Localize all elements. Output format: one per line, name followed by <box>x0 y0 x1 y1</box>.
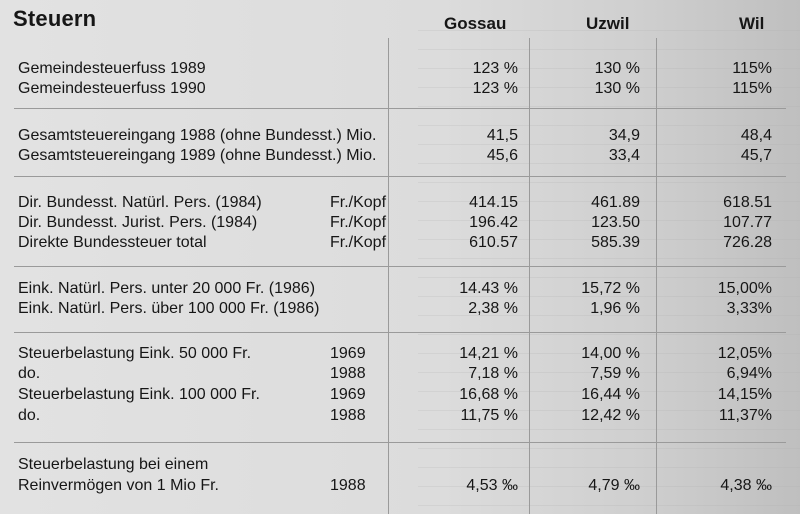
table-row <box>0 147 800 169</box>
row-label: Steuerbelastung Eink. 50 000 Fr. <box>18 345 252 362</box>
row-year: 1969 <box>330 345 366 362</box>
value-gossau: 14.43 % <box>459 280 518 297</box>
value-uzwil: 130 % <box>594 80 640 97</box>
group-separator <box>14 108 786 109</box>
table-row <box>0 127 800 149</box>
table-row <box>0 80 800 102</box>
value-gossau: 414.15 <box>469 194 518 211</box>
value-wil: 48,4 <box>740 127 772 144</box>
table-row <box>0 214 800 236</box>
value-wil: 618.51 <box>723 194 772 211</box>
value-uzwil: 4,79 ‰ <box>588 477 640 494</box>
value-wil: 6,94% <box>726 365 772 382</box>
row-label: Gesamtsteuereingang 1989 (ohne Bundesst.) Mio. <box>18 147 377 164</box>
table-row <box>0 477 800 499</box>
value-wil: 726.28 <box>723 234 772 251</box>
group-separator <box>14 176 786 177</box>
value-gossau: 2,38 % <box>468 300 518 317</box>
value-wil: 4,38 ‰ <box>720 477 772 494</box>
table-row <box>0 194 800 216</box>
row-label: Dir. Bundesst. Natürl. Pers. (1984) <box>18 194 262 211</box>
table-row <box>0 300 800 322</box>
row-year: 1988 <box>330 477 366 494</box>
row-unit: Fr./Kopf <box>330 214 387 231</box>
row-label: do. <box>18 365 41 382</box>
value-uzwil: 15,72 % <box>581 280 640 297</box>
row-label: Dir. Bundesst. Jurist. Pers. (1984) <box>18 214 258 231</box>
table-header <box>0 0 800 34</box>
table-row <box>0 365 800 387</box>
row-label: do. <box>18 407 41 424</box>
value-wil: 107.77 <box>723 214 772 231</box>
table-row <box>0 407 800 429</box>
value-uzwil: 585.39 <box>591 234 640 251</box>
row-label: Steuerbelastung Eink. 100 000 Fr. <box>18 386 260 403</box>
value-uzwil: 12,42 % <box>581 407 640 424</box>
row-label: Eink. Natürl. Pers. über 100 000 Fr. (1986) <box>18 300 320 317</box>
column-header-gossau: Gossau <box>444 14 507 33</box>
row-year: 1969 <box>330 386 366 403</box>
value-gossau: 16,68 % <box>459 386 518 403</box>
value-gossau: 11,75 % <box>460 407 518 424</box>
value-gossau: 7,18 % <box>468 365 518 382</box>
table-row <box>0 234 800 256</box>
value-wil: 115% <box>732 80 772 97</box>
value-uzwil: 1,96 % <box>590 300 640 317</box>
value-uzwil: 33,4 <box>608 147 640 164</box>
row-label: Gesamtsteuereingang 1988 (ohne Bundesst.) Mio. <box>18 127 377 144</box>
value-uzwil: 14,00 % <box>581 345 640 362</box>
value-uzwil: 461.89 <box>591 194 640 211</box>
column-header-uzwil: Uzwil <box>586 14 630 33</box>
row-unit: Fr./Kopf <box>330 194 387 211</box>
value-uzwil: 7,59 % <box>590 365 640 382</box>
table-row <box>0 456 800 478</box>
column-header-wil: Wil <box>739 14 765 33</box>
value-gossau: 123 % <box>472 60 518 77</box>
table-row <box>0 345 800 367</box>
value-wil: 12,05% <box>717 345 772 362</box>
table-title: Steuern <box>13 6 97 31</box>
row-label: Steuerbelastung bei einem <box>18 456 209 473</box>
value-gossau: 41,5 <box>486 127 518 144</box>
row-year: 1988 <box>330 365 366 382</box>
value-wil: 45,7 <box>740 147 772 164</box>
value-gossau: 14,21 % <box>459 345 518 362</box>
value-wil: 15,00% <box>717 280 772 297</box>
value-wil: 11,37% <box>718 407 772 424</box>
row-label: Reinvermögen von 1 Mio Fr. <box>18 477 219 494</box>
row-label: Gemeindesteuerfuss 1990 <box>18 80 206 97</box>
row-year: 1988 <box>330 407 366 424</box>
table-row <box>0 280 800 302</box>
row-label: Direkte Bundessteuer total <box>18 234 207 251</box>
value-gossau: 123 % <box>472 80 518 97</box>
value-wil: 3,33% <box>726 300 772 317</box>
value-uzwil: 34,9 <box>608 127 640 144</box>
value-gossau: 196.42 <box>469 214 518 231</box>
value-uzwil: 123.50 <box>591 214 640 231</box>
value-gossau: 610.57 <box>469 234 518 251</box>
row-label: Gemeindesteuerfuss 1989 <box>18 60 206 77</box>
table-row <box>0 386 800 408</box>
group-separator <box>14 332 786 333</box>
value-wil: 14,15% <box>717 386 772 403</box>
value-uzwil: 16,44 % <box>581 386 640 403</box>
table-row <box>0 60 800 82</box>
value-gossau: 45,6 <box>486 147 518 164</box>
value-uzwil: 130 % <box>594 60 640 77</box>
value-wil: 115% <box>732 60 772 77</box>
row-label: Eink. Natürl. Pers. unter 20 000 Fr. (1986) <box>18 280 316 297</box>
group-separator <box>14 442 786 443</box>
value-gossau: 4,53 ‰ <box>466 477 518 494</box>
row-unit: Fr./Kopf <box>330 234 387 251</box>
group-separator <box>14 266 786 267</box>
